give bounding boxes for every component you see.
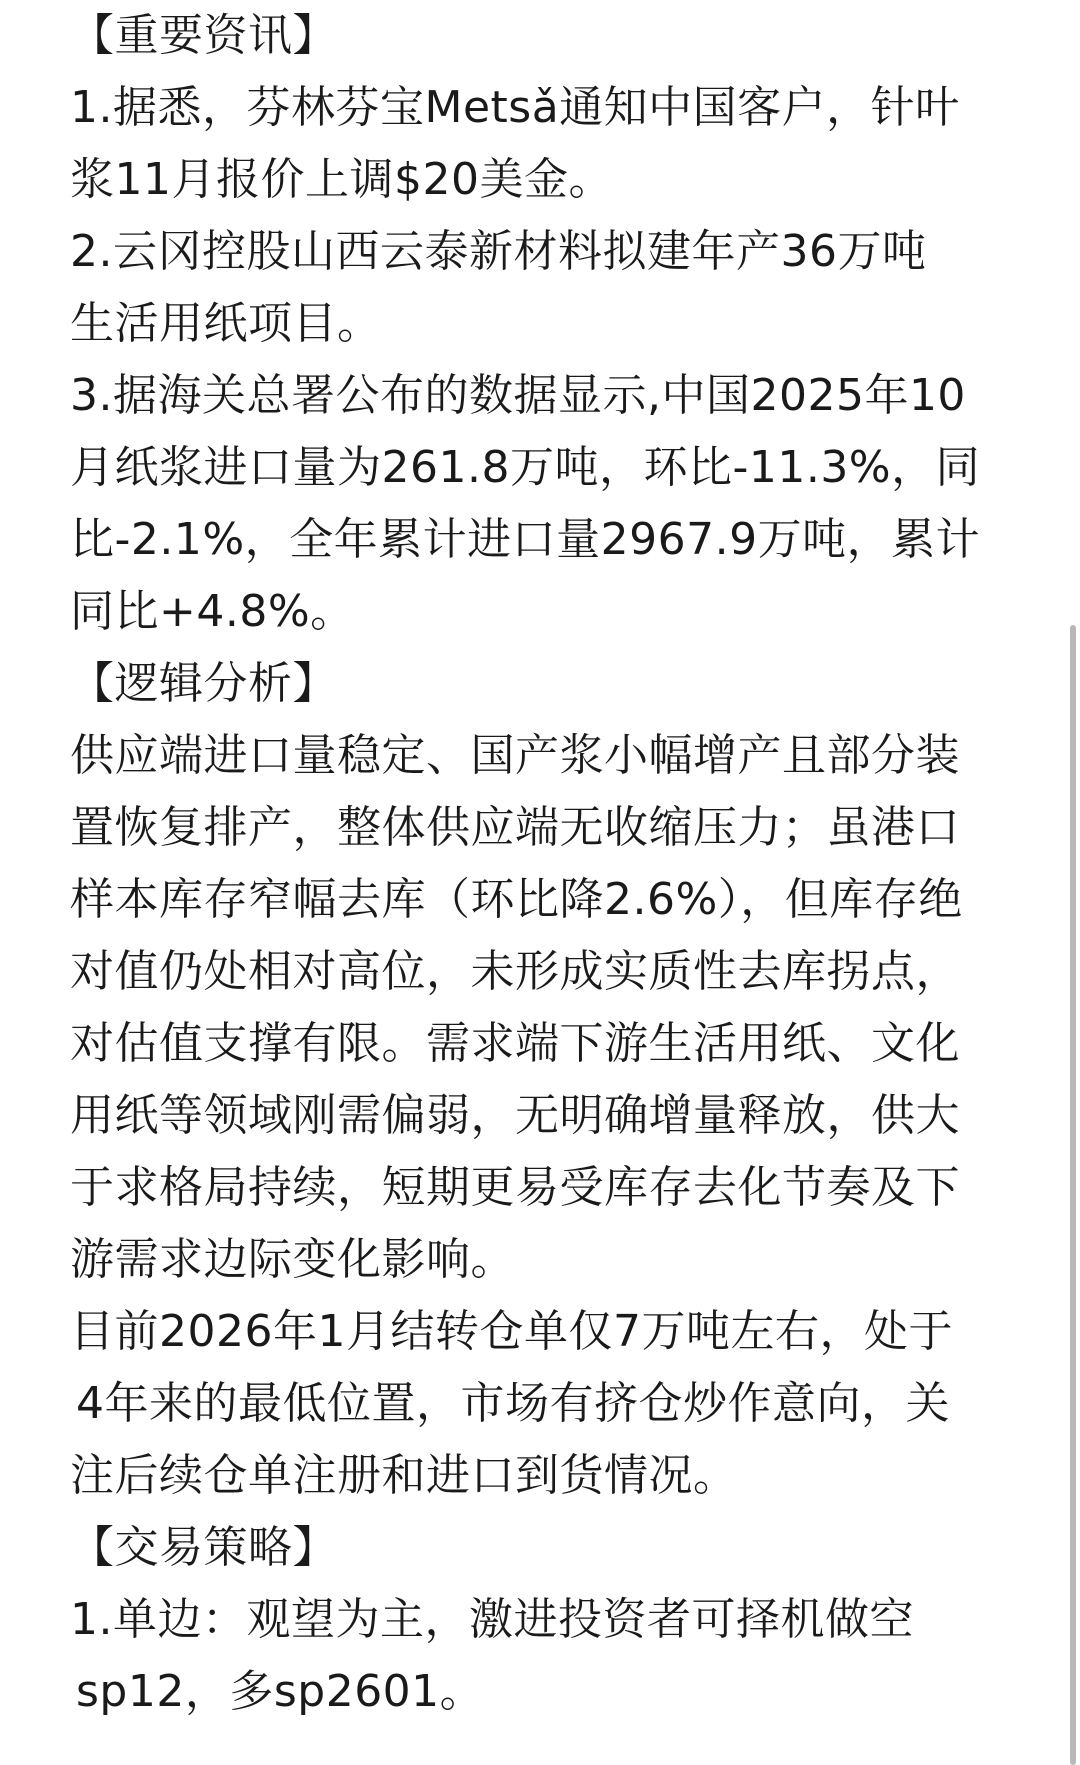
text-line: 1.据悉，芬林芬宝Metsǎ通知中国客户，针叶 — [70, 82, 960, 133]
text-line: 2.云冈控股山西云泰新材料拟建年产36万吨 — [70, 226, 927, 277]
section-heading-analysis: 【逻辑分析】 — [70, 658, 337, 709]
text-line: 对值仍处相对高位，未形成实质性去库拐点， — [70, 946, 960, 997]
section-heading-news: 【重要资讯】 — [70, 10, 337, 61]
section-news — [70, 0, 1020, 648]
text-line: 游需求边际变化影响。 — [70, 1234, 515, 1285]
text-line: 浆11月报价上调$20美金。 — [70, 154, 613, 205]
text-line: 用纸等领域刚需偏弱，无明确增量释放，供大 — [70, 1090, 960, 1141]
section-heading-strategy: 【交易策略】 — [70, 1522, 337, 1573]
text-line: 比-2.1%，全年累计进口量2967.9万吨，累计 — [70, 514, 981, 565]
text-line: 供应端进口量稳定、国产浆小幅增产且部分装 — [70, 730, 960, 781]
text-line: 目前2026年1月结转仓单仅7万吨左右，处于 — [70, 1306, 953, 1357]
text-line: 1.单边：观望为主，激进投资者可择机做空 — [70, 1594, 914, 1645]
scrollbar[interactable] — [1070, 625, 1076, 1765]
document-body — [70, 0, 1020, 1728]
text-line: 4年来的最低位置，市场有挤仓炒作意向，关 — [76, 1378, 950, 1429]
text-line: 置恢复排产，整体供应端无收缩压力；虽港口 — [70, 802, 960, 853]
text-line: 生活用纸项目。 — [70, 298, 382, 349]
text-line: 对估值支撑有限。需求端下游生活用纸、文化 — [70, 1018, 960, 1069]
text-line: sp12，多sp2601。 — [76, 1666, 485, 1717]
text-line: 月纸浆进口量为261.8万吨，环比-11.3%，同 — [70, 442, 981, 493]
text-line: 注后续仓单注册和进口到货情况。 — [70, 1450, 738, 1501]
text-line: 同比+4.8%。 — [70, 586, 355, 637]
text-line: 样本库存窄幅去库（环比降2.6%），但库存绝 — [70, 874, 963, 925]
text-line: 3.据海关总署公布的数据显示,中国2025年10 — [70, 370, 966, 421]
section-analysis — [70, 648, 1020, 1512]
text-line: 于求格局持续，短期更易受库存去化节奏及下 — [70, 1162, 960, 1213]
section-strategy — [70, 1512, 1020, 1728]
